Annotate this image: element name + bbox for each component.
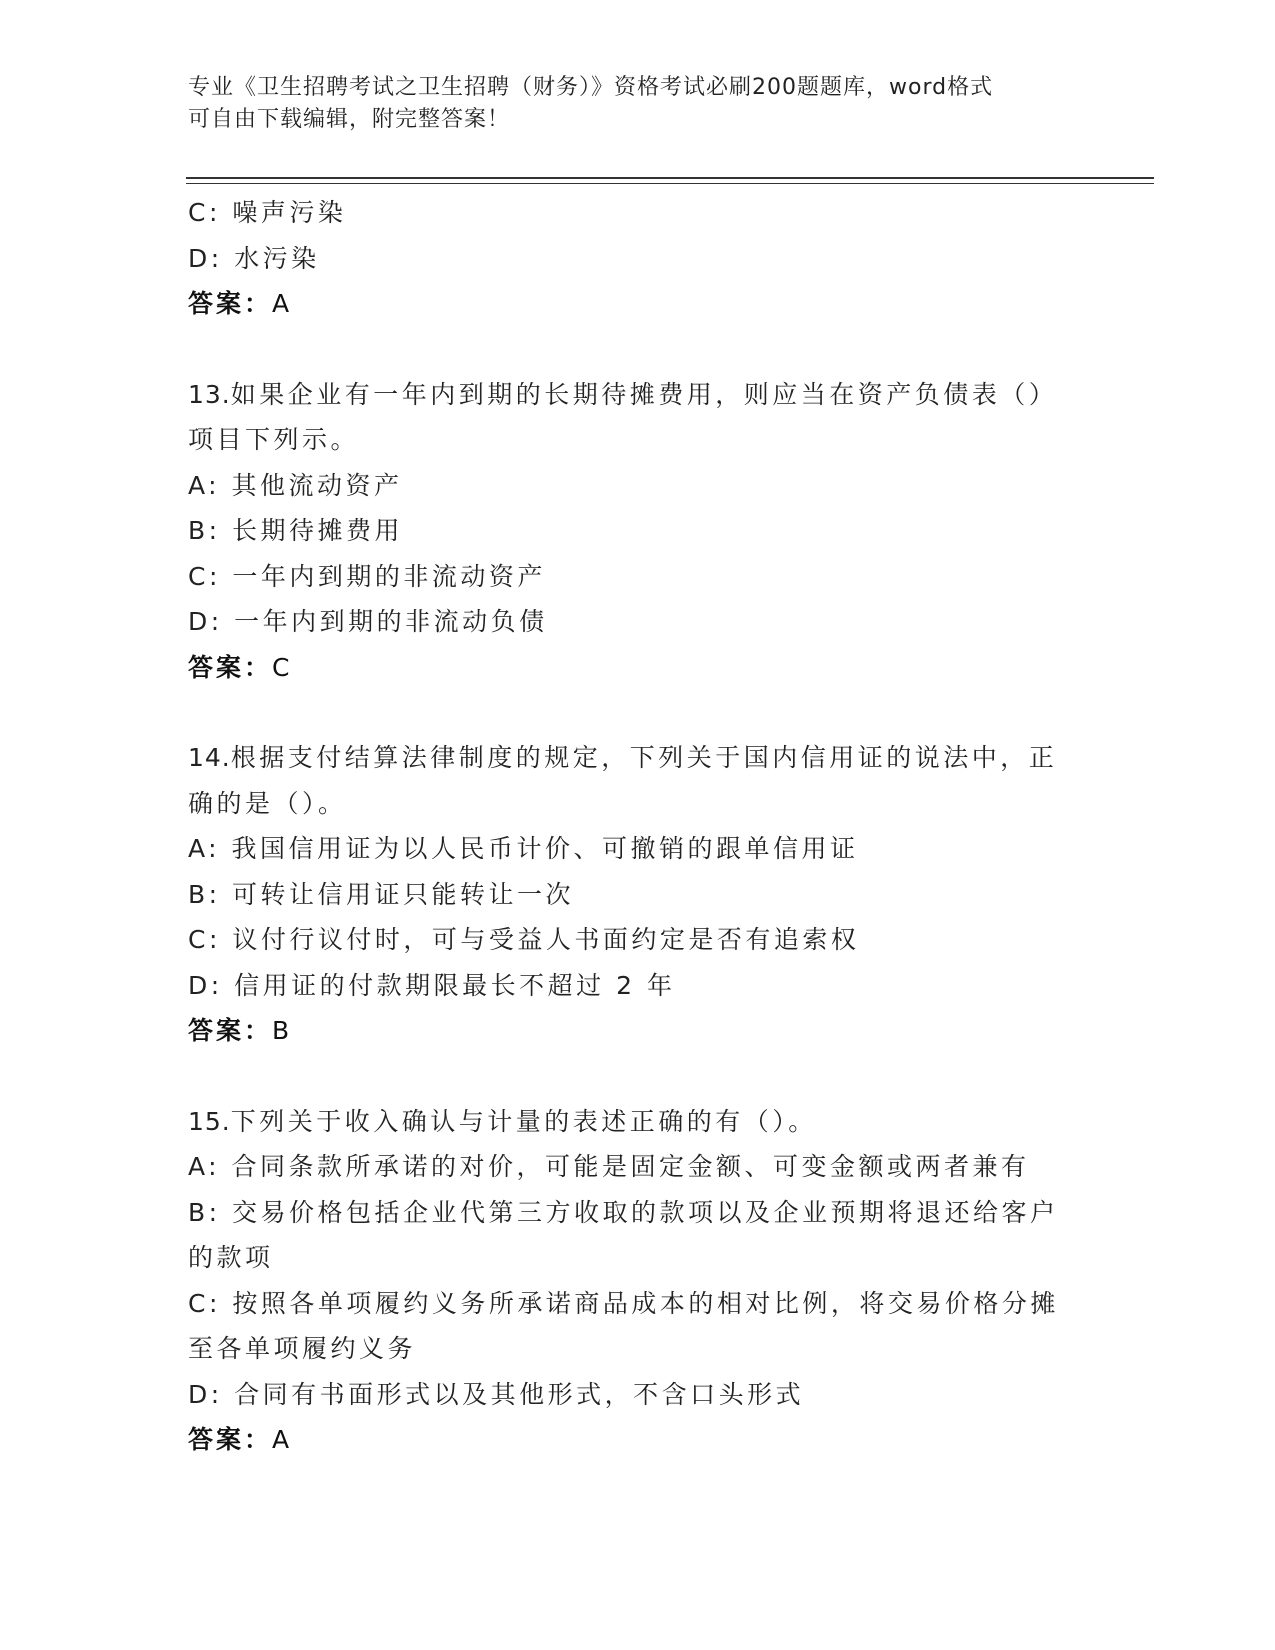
document-header <box>188 72 1088 136</box>
answer-value: B <box>272 1016 293 1045</box>
stem-line-1: 下列关于收入确认与计量的表述正确的有（）。 <box>230 1106 817 1136</box>
option-d <box>188 599 1088 645</box>
question-stem <box>188 1099 1088 1145</box>
answer-label: 答案： <box>188 1425 273 1454</box>
stem-line-1: 如果企业有一年内到期的长期待摊费用，则应当在资产负债表（） <box>230 379 1058 409</box>
option-text: 我国信用证为以人民币计价、可撤销的跟单信用证 <box>231 834 859 863</box>
document-body <box>188 190 1088 1463</box>
question-number: 15. <box>188 1106 231 1136</box>
option-text: 交易价格包括企业代第三方收取的款项以及企业预期将退还给客户 <box>232 1197 1059 1227</box>
option-text: 合同有书面形式以及其他形式，不含口头形式 <box>234 1379 805 1409</box>
answer-value: A <box>272 289 293 318</box>
question-15 <box>188 1099 1088 1463</box>
option-text: 信用证的付款期限最长不超过 2 年 <box>234 970 676 1000</box>
answer-label: 答案： <box>188 1016 273 1045</box>
option-c <box>188 554 1088 600</box>
option-d <box>188 1372 1088 1418</box>
header-line-1: 专业《卫生招聘考试之卫生招聘（财务）》资格考试必刷200题题库，word格式 <box>188 75 994 100</box>
option-letter: A: <box>188 470 221 500</box>
answer-line <box>188 1008 1088 1054</box>
option-letter: B: <box>188 516 221 545</box>
option-a <box>188 1144 1088 1190</box>
option-b <box>188 508 1088 554</box>
answer-line <box>188 1417 1088 1463</box>
option-c-continued: 至各单项履约义务 <box>188 1334 417 1363</box>
question-14 <box>188 735 1088 1054</box>
stem-line-2: 确的是（）。 <box>188 788 347 818</box>
option-d <box>188 236 1088 282</box>
option-text: 一年内到期的非流动资产 <box>232 561 546 591</box>
option-letter: D: <box>188 970 223 1000</box>
option-text: 可转让信用证只能转让一次 <box>232 879 575 909</box>
question-number: 13. <box>188 379 231 409</box>
option-b <box>188 1190 1088 1236</box>
option-text: 合同条款所承诺的对价，可能是固定金额、可变金额或两者兼有 <box>231 1152 1030 1181</box>
option-letter: D: <box>188 1379 223 1409</box>
option-letter: D: <box>188 607 223 636</box>
option-letter: C: <box>188 925 221 954</box>
answer-value: C <box>272 652 293 682</box>
option-text: 噪声污染 <box>232 198 347 227</box>
option-c <box>188 1281 1088 1327</box>
answer-label: 答案： <box>188 289 273 318</box>
option-letter: B: <box>188 1197 221 1227</box>
header-rule-thick <box>186 177 1154 179</box>
option-letter: C: <box>188 1288 221 1318</box>
option-text: 一年内到期的非流动负债 <box>234 607 548 636</box>
header-rule-thin <box>186 183 1154 184</box>
option-b <box>188 872 1088 918</box>
option-c <box>188 190 1088 236</box>
option-letter: A: <box>188 834 221 863</box>
question-12-tail <box>188 190 1088 327</box>
option-a <box>188 826 1088 872</box>
option-b-continued: 的款项 <box>188 1243 274 1272</box>
option-letter: A: <box>188 1152 221 1181</box>
option-letter: B: <box>188 879 221 909</box>
option-text: 水污染 <box>234 243 320 273</box>
option-c <box>188 917 1088 963</box>
option-letter: C: <box>188 561 221 591</box>
stem-line-1: 根据支付结算法律制度的规定，下列关于国内信用证的说法中，正 <box>230 743 1058 772</box>
question-number: 14. <box>188 743 231 772</box>
answer-line <box>188 281 1088 327</box>
question-stem <box>188 735 1088 781</box>
answer-label: 答案： <box>188 652 273 682</box>
option-d <box>188 963 1088 1009</box>
question-stem <box>188 372 1088 418</box>
answer-value: A <box>272 1425 293 1454</box>
option-text: 议付行议付时，可与受益人书面约定是否有追索权 <box>232 925 860 954</box>
option-letter: D: <box>188 243 223 273</box>
option-text: 按照各单项履约义务所承诺商品成本的相对比例，将交易价格分摊 <box>232 1288 1059 1318</box>
option-a <box>188 463 1088 509</box>
answer-line <box>188 645 1088 691</box>
header-line-2: 可自由下载编辑，附完整答案！ <box>188 107 511 132</box>
stem-line-2: 项目下列示。 <box>188 425 360 454</box>
option-text: 其他流动资产 <box>231 470 403 500</box>
option-letter: C: <box>188 198 221 227</box>
question-13 <box>188 372 1088 691</box>
option-text: 长期待摊费用 <box>232 516 404 545</box>
